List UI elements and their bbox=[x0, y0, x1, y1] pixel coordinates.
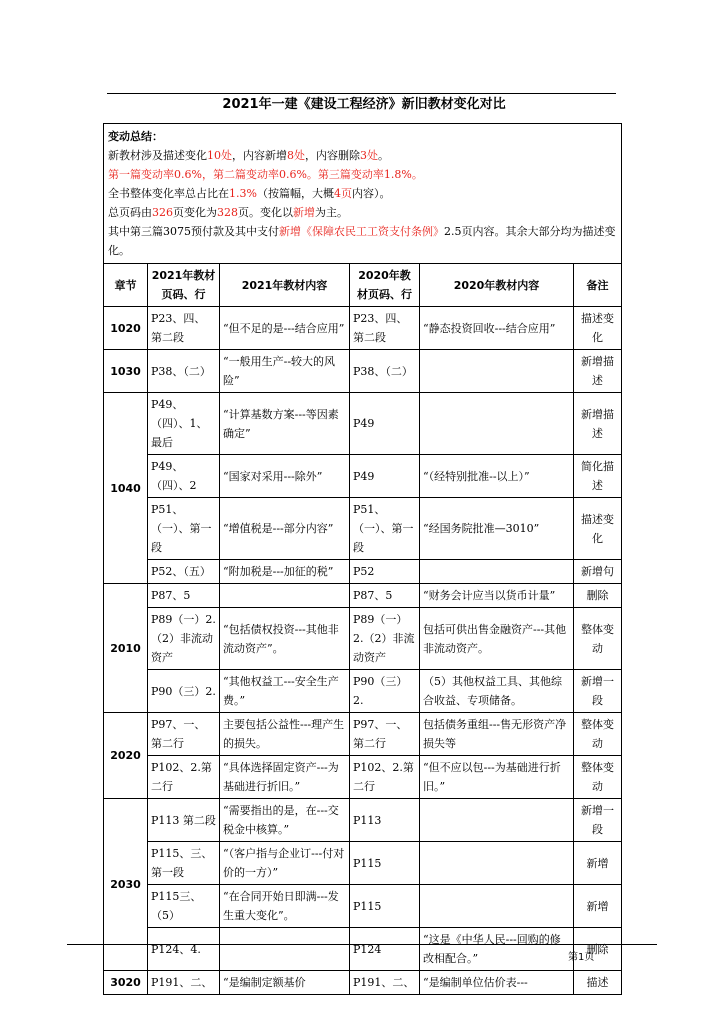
page-2020-cell: P89（一）2.（2）非流动资产 bbox=[350, 608, 420, 670]
content-2021-cell: “在合同开始日即满---发生重大变化”。 bbox=[220, 885, 350, 928]
note-cell: 描述变化 bbox=[574, 498, 622, 560]
chapter-cell: 2010 bbox=[104, 584, 148, 713]
header-rule bbox=[107, 93, 616, 94]
table-row bbox=[104, 560, 622, 584]
content-2021-cell: “是编制定额基价 bbox=[220, 971, 350, 995]
page-2021-cell: P49、（四）、1、最后 bbox=[148, 393, 220, 455]
note-cell: 新增 bbox=[574, 885, 622, 928]
table-row bbox=[104, 670, 622, 713]
table-row bbox=[104, 498, 622, 560]
note-cell: 新增一段 bbox=[574, 670, 622, 713]
summary-line-1: 新教材涉及描述变化10处，内容新增8处，内容删除3处。 bbox=[108, 149, 389, 162]
page-2020-cell: P51、（一）、第一段 bbox=[350, 498, 420, 560]
content-2021-cell bbox=[220, 584, 350, 608]
content-2020-cell bbox=[420, 799, 574, 842]
summary-line-4: 总页码由326页变化为328页。变化以新增为主。 bbox=[108, 206, 348, 219]
header-note: 备注 bbox=[574, 264, 622, 307]
table-row bbox=[104, 307, 622, 350]
header-page-2020: 2020年教材页码、行 bbox=[350, 264, 420, 307]
content-2020-cell bbox=[420, 560, 574, 584]
page-2020-cell: P113 bbox=[350, 799, 420, 842]
note-cell: 新增描述 bbox=[574, 393, 622, 455]
table-row bbox=[104, 393, 622, 455]
note-cell: 删除 bbox=[574, 928, 622, 971]
content-2021-cell: “附加税是---加征的税” bbox=[220, 560, 350, 584]
summary-line-5: 其中第三篇3075预付款及其中支付新增《保障农民工工资支付条例》2.5页内容。其余大部分均为描述变化。 bbox=[108, 225, 616, 257]
page-2021-cell: P51、（一）、第一段 bbox=[148, 498, 220, 560]
page-2020-cell: P124 bbox=[350, 928, 420, 971]
table-row bbox=[104, 455, 622, 498]
note-cell: 描述变化 bbox=[574, 307, 622, 350]
content-2020-cell: “但不应以包---为基础进行折旧。” bbox=[420, 756, 574, 799]
table-header-row bbox=[104, 264, 622, 307]
header-chapter: 章节 bbox=[104, 264, 148, 307]
page-2021-cell: P49、（四）、2 bbox=[148, 455, 220, 498]
note-cell: 整体变动 bbox=[574, 608, 622, 670]
content-2020-cell bbox=[420, 393, 574, 455]
table-row bbox=[104, 971, 622, 995]
note-cell: 新增描述 bbox=[574, 350, 622, 393]
content-2020-cell bbox=[420, 842, 574, 885]
chapter-cell: 1040 bbox=[104, 393, 148, 584]
content-2021-cell: “一般用生产--较大的风险” bbox=[220, 350, 350, 393]
table-row bbox=[104, 713, 622, 756]
page-2021-cell: P115、三、第一段 bbox=[148, 842, 220, 885]
content-2020-cell: “是编制单位估价表--- bbox=[420, 971, 574, 995]
page-title: 2021年一建《建设工程经济》新旧教材变化对比 bbox=[222, 97, 506, 112]
content-2020-cell: 包括可供出售金融资产---其他非流动资产。 bbox=[420, 608, 574, 670]
page-2021-cell: P38、（二） bbox=[148, 350, 220, 393]
page-2020-cell: P23、四、第二段 bbox=[350, 307, 420, 350]
page-2021-cell: P89（一）2.（2）非流动资产 bbox=[148, 608, 220, 670]
page-2020-cell: P191、二、 bbox=[350, 971, 420, 995]
content-2020-cell: （5）其他权益工具、其他综合收益、专项储备。 bbox=[420, 670, 574, 713]
page-2020-cell: P102、2.第二行 bbox=[350, 756, 420, 799]
content-2021-cell: “具体选择固定资产---为基础进行折旧。” bbox=[220, 756, 350, 799]
content-2021-cell bbox=[220, 928, 350, 971]
page-2020-cell: P49 bbox=[350, 393, 420, 455]
page-2020-cell: P87、5 bbox=[350, 584, 420, 608]
summary-line-2: 第一篇变动率0.6%，第二篇变动率0.6%。第三篇变动率1.8%。 bbox=[108, 168, 423, 181]
page-2021-cell: P124、4. bbox=[148, 928, 220, 971]
page-2020-cell: P97、一、第二行 bbox=[350, 713, 420, 756]
content-2020-cell: 包括债务重组---售无形资产净损失等 bbox=[420, 713, 574, 756]
header-content-2020: 2020年教材内容 bbox=[420, 264, 574, 307]
page-2020-cell: P38、（二） bbox=[350, 350, 420, 393]
page-2021-cell: P52、（五） bbox=[148, 560, 220, 584]
chapter-cell: 1030 bbox=[104, 350, 148, 393]
note-cell: 新增一段 bbox=[574, 799, 622, 842]
page-2021-cell: P115三、（5） bbox=[148, 885, 220, 928]
note-cell: 新增 bbox=[574, 842, 622, 885]
content-2021-cell: “但不足的是---结合应用” bbox=[220, 307, 350, 350]
content-2020-cell bbox=[420, 885, 574, 928]
note-cell: 简化描述 bbox=[574, 455, 622, 498]
summary-heading: 变动总结： bbox=[108, 130, 163, 143]
page-2021-cell: P113 第二段 bbox=[148, 799, 220, 842]
summary-line-3: 全书整体变化率总占比在1.3%（按篇幅，大概4页内容）。 bbox=[108, 187, 391, 200]
page-2021-cell: P102、2.第二行 bbox=[148, 756, 220, 799]
change-summary bbox=[104, 124, 622, 264]
note-cell: 描述 bbox=[574, 971, 622, 995]
content-2021-cell: “其他权益工---安全生产费。” bbox=[220, 670, 350, 713]
content-2020-cell: “（经特别批准--以上）” bbox=[420, 455, 574, 498]
page-2020-cell: P49 bbox=[350, 455, 420, 498]
page-2020-cell: P52 bbox=[350, 560, 420, 584]
page-2021-cell: P97、一、第二行 bbox=[148, 713, 220, 756]
page-2020-cell: P115 bbox=[350, 842, 420, 885]
content-2021-cell: “包括债权投资---其他非流动资产”。 bbox=[220, 608, 350, 670]
table-row bbox=[104, 799, 622, 842]
content-2020-cell bbox=[420, 350, 574, 393]
content-2021-cell: 主要包括公益性---理产生的损失。 bbox=[220, 713, 350, 756]
comparison-table bbox=[103, 123, 622, 995]
chapter-cell: 2020 bbox=[104, 713, 148, 799]
note-cell: 整体变动 bbox=[574, 713, 622, 756]
page-number: 第1页 bbox=[568, 952, 595, 963]
chapter-cell: 3020 bbox=[104, 971, 148, 995]
content-2020-cell: “财务会计应当以货币计量” bbox=[420, 584, 574, 608]
page-2020-cell: P90（三）2. bbox=[350, 670, 420, 713]
header-content-2021: 2021年教材内容 bbox=[220, 264, 350, 307]
header-page-2021: 2021年教材页码、行 bbox=[148, 264, 220, 307]
content-2021-cell: “需要指出的是，在---交税金中核算。” bbox=[220, 799, 350, 842]
note-cell: 新增句 bbox=[574, 560, 622, 584]
note-cell: 删除 bbox=[574, 584, 622, 608]
content-2021-cell: “（客户指与企业订---付对价的一方）” bbox=[220, 842, 350, 885]
content-2020-cell: “经国务院批准—3010” bbox=[420, 498, 574, 560]
chapter-cell: 2030 bbox=[104, 799, 148, 971]
content-2021-cell: “国家对采用---除外” bbox=[220, 455, 350, 498]
table-row bbox=[104, 756, 622, 799]
note-cell: 整体变动 bbox=[574, 756, 622, 799]
table-row bbox=[104, 584, 622, 608]
table-row bbox=[104, 608, 622, 670]
page-2021-cell: P87、5 bbox=[148, 584, 220, 608]
chapter-cell: 1020 bbox=[104, 307, 148, 350]
content-2021-cell: “计算基数方案---等因素确定” bbox=[220, 393, 350, 455]
content-2021-cell: “增值税是---部分内容” bbox=[220, 498, 350, 560]
page-2021-cell: P23、四、第二段 bbox=[148, 307, 220, 350]
table-row bbox=[104, 928, 622, 971]
table-row bbox=[104, 350, 622, 393]
footer-rule bbox=[67, 944, 657, 945]
page-2021-cell: P90（三）2. bbox=[148, 670, 220, 713]
content-2020-cell: “这是《中华人民---回购的修改相配合。” bbox=[420, 928, 574, 971]
page-2021-cell: P191、二、 bbox=[148, 971, 220, 995]
page-2020-cell: P115 bbox=[350, 885, 420, 928]
table-row bbox=[104, 842, 622, 885]
table-row bbox=[104, 885, 622, 928]
content-2020-cell: “静态投资回收---结合应用” bbox=[420, 307, 574, 350]
